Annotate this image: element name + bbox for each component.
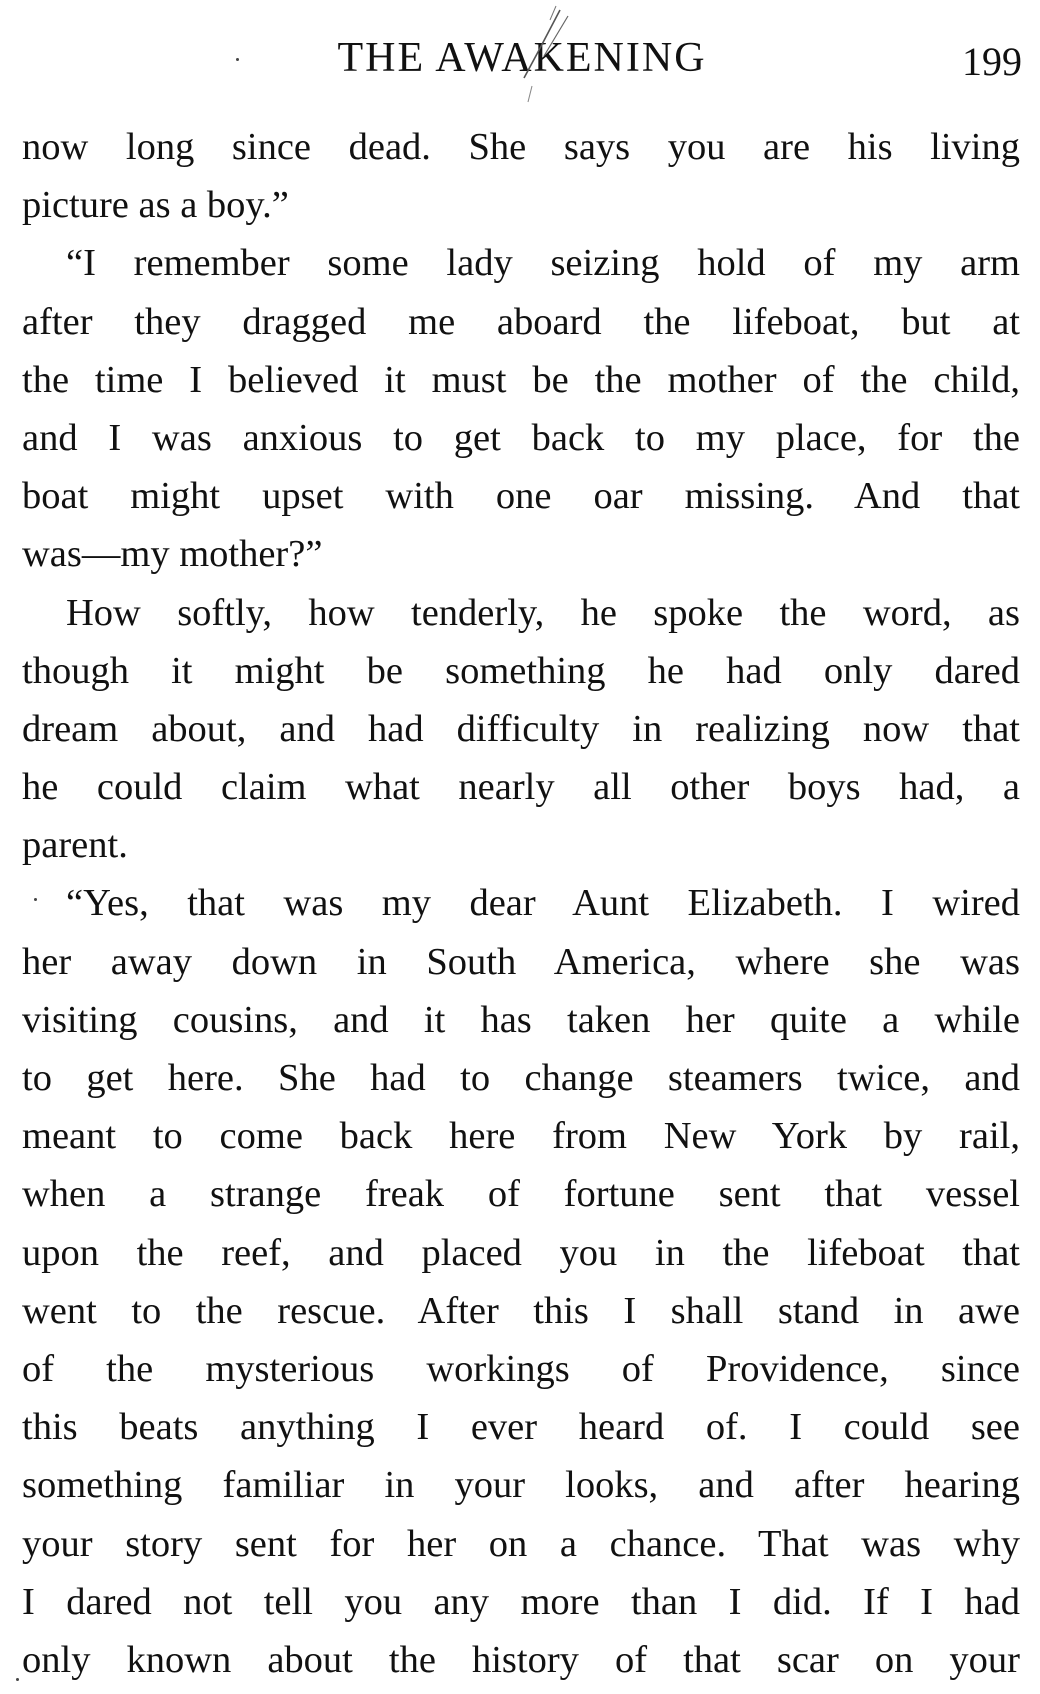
body-text xyxy=(22,118,1020,1689)
stray-mark xyxy=(236,58,239,61)
text-line: “I remember some lady seizing hold of my arm xyxy=(66,242,1020,285)
text-line: something familiar in your looks, and after hearing xyxy=(22,1464,1020,1507)
text-line: parent. xyxy=(22,824,128,867)
text-line: “Yes, that was my dear Aunt Elizabeth. I wired xyxy=(66,882,1020,925)
pencil-mark xyxy=(498,6,578,106)
text-line: when a strange freak of fortune sent that vessel xyxy=(22,1173,1020,1216)
text-line: after they dragged me aboard the lifeboat, but at xyxy=(22,300,1020,343)
running-title: THE AWAKENING xyxy=(337,35,707,81)
text-line: to get here. She had to change steamers twice, and xyxy=(22,1057,1020,1099)
text-line: dream about, and had difficulty in realizing now that xyxy=(22,707,1020,750)
text-line: boat might upset with one oar missing. And that xyxy=(22,475,1020,518)
text-line: visiting cousins, and it has taken her quite a while xyxy=(22,998,1020,1041)
text-line: your story sent for her on a chance. That was why xyxy=(22,1522,1020,1565)
text-line: this beats anything I ever heard of. I could see xyxy=(22,1406,1020,1449)
text-line: was—my mother?” xyxy=(22,533,323,576)
page-number: 199 xyxy=(962,39,1022,84)
text-line: her away down in South America, where she was xyxy=(22,940,1020,983)
text-line: I dared not tell you any more than I did. If I had xyxy=(22,1580,1020,1623)
text-line: upon the reef, and placed you in the lifeboat that xyxy=(22,1231,1020,1274)
text-line: and I was anxious to get back to my place, for the xyxy=(22,416,1020,459)
text-line: now long since dead. She says you are his living xyxy=(22,126,1020,168)
text-line: went to the rescue. After this I shall stand in awe xyxy=(22,1289,1020,1332)
text-line: How softly, how tenderly, he spoke the word, as xyxy=(66,591,1020,634)
text-line: of the mysterious workings of Providence, since xyxy=(22,1347,1020,1390)
stray-mark xyxy=(16,1678,19,1681)
text-line: the time I believed it must be the mother of the child, xyxy=(22,358,1020,401)
text-line: only known about the history of that scar on your xyxy=(22,1638,1020,1681)
text-line: picture as a boy.” xyxy=(22,184,289,227)
text-line: though it might be something he had only dared xyxy=(22,649,1020,692)
text-line: meant to come back here from New York by rail, xyxy=(22,1115,1020,1158)
text-line: he could claim what nearly all other boys had, a xyxy=(22,766,1020,809)
